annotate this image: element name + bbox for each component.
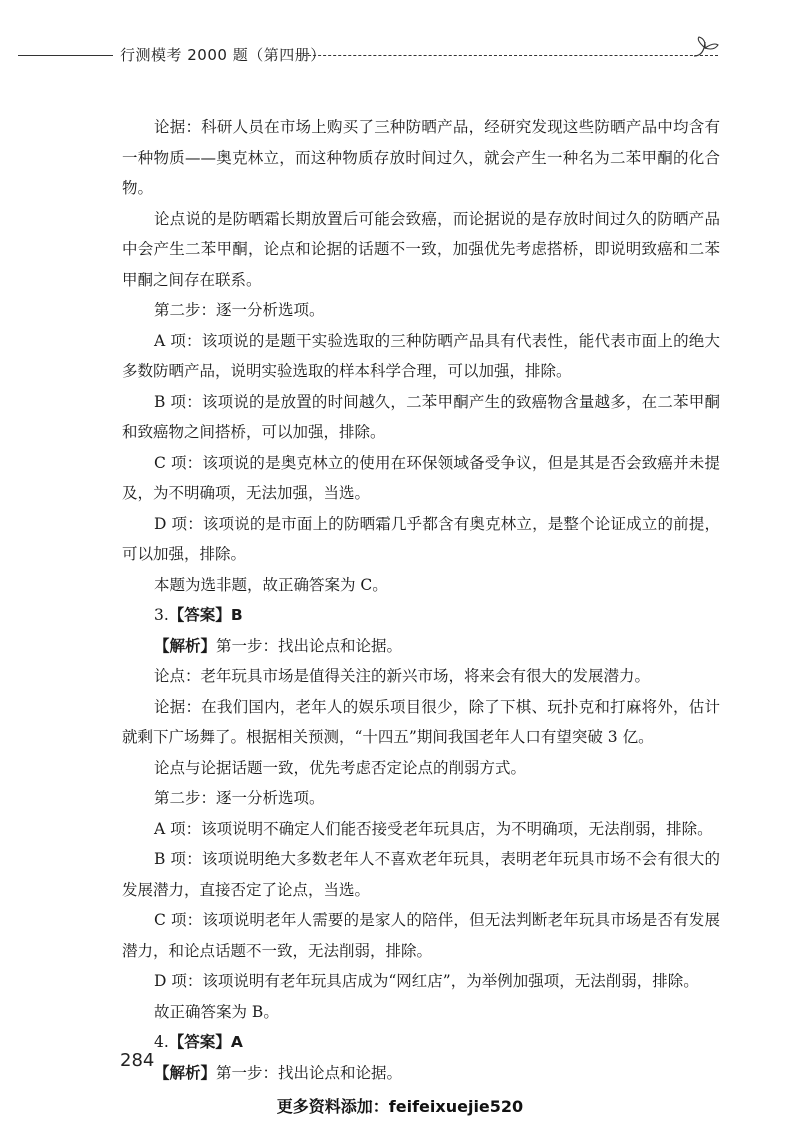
page-number: 284 bbox=[120, 1050, 155, 1071]
answer-value: B bbox=[230, 606, 243, 624]
analysis-label: 【解析】 bbox=[154, 1063, 217, 1082]
analysis-line bbox=[122, 631, 720, 662]
header-rule-right bbox=[298, 55, 718, 56]
answer-line bbox=[122, 1027, 720, 1058]
paragraph: C 项：该项说明老年人需要的是家人的陪伴，但无法判断老年玩具市场是否有发展潜力，和论点话题不一致，无法削弱，排除。 bbox=[122, 911, 720, 960]
paragraph: 论据：科研人员在市场上购买了三种防晒产品，经研究发现这些防晒产品中均含有一种物质——奥克林立，而这种物质存放时间过久，就会产生一种名为二苯甲酮的化合物。 bbox=[122, 118, 720, 197]
page-body bbox=[122, 112, 720, 1088]
paragraph: B 项：该项说明绝大多数老年人不喜欢老年玩具，表明老年玩具市场不会有很大的发展潜力，直接否定了论点，当选。 bbox=[122, 850, 720, 899]
paragraph: 第二步：逐一分析选项。 bbox=[154, 789, 325, 807]
paragraph: D 项：该项说明有老年玩具店成为“网红店”，为举例加强项，无法削弱，排除。 bbox=[154, 972, 699, 990]
paragraph: 论点与论据话题一致，优先考虑否定论点的削弱方式。 bbox=[154, 758, 527, 777]
paragraph: 论点说的是防晒霜长期放置后可能会致癌，而论据说的是存放时间过久的防晒产品中会产生二苯甲酮，论点和论据的话题不一致，加强优先考虑搭桥，即说明致癌和二苯甲酮之间存在联系。 bbox=[122, 209, 720, 289]
paragraph: C 项：该项说的是奥克林立的使用在环保领域备受争议，但是其是否会致癌并未提及，为不明确项，无法加强，当选。 bbox=[122, 453, 720, 502]
answer-value: A bbox=[230, 1033, 243, 1051]
answer-label: 【答案】 bbox=[168, 1033, 231, 1051]
paragraph: 故正确答案为 B。 bbox=[154, 1002, 279, 1021]
header-rule-left bbox=[18, 55, 113, 56]
running-header bbox=[0, 36, 800, 76]
paragraph: A 项：该项说的是题干实验选取的三种防晒产品具有代表性，能代表市面上的绝大多数防晒产品，说明实验选取的样本科学合理，可以加强，排除。 bbox=[122, 331, 720, 380]
question-number: 3. bbox=[154, 606, 169, 624]
paragraph: B 项：该项说的是放置的时间越久，二苯甲酮产生的致癌物含量越多，在二苯甲酮和致癌物之间搭桥，可以加强，排除。 bbox=[122, 392, 720, 441]
sprout-icon bbox=[690, 36, 720, 62]
paragraph: D 项：该项说的是市面上的防晒霜几乎都含有奥克林立，是整个论证成立的前提，可以加强，排除。 bbox=[122, 514, 720, 563]
header-title: 行测模考 2000 题（第四册） bbox=[120, 46, 326, 64]
analysis-text: 第一步：找出论点和论据。 bbox=[216, 636, 403, 655]
answer-label: 【答案】 bbox=[168, 606, 231, 624]
analysis-label: 【解析】 bbox=[154, 636, 217, 655]
paragraph: 论据：在我们国内，老年人的娱乐项目很少，除了下棋、玩扑克和打麻将外，估计就剩下广场舞了。根据相关预测，“十四五”期间我国老年人口有望突破 3 亿。 bbox=[122, 697, 720, 746]
analysis-text: 第一步：找出论点和论据。 bbox=[216, 1063, 403, 1082]
paragraph: A 项：该项说明不确定人们能否接受老年玩具店，为不明确项，无法削弱，排除。 bbox=[154, 819, 713, 838]
paragraph: 本题为选非题，故正确答案为 C。 bbox=[154, 575, 388, 594]
analysis-line bbox=[122, 1058, 720, 1089]
paragraph: 论点：老年玩具市场是值得关注的新兴市场，将来会有很大的发展潜力。 bbox=[154, 667, 651, 685]
answer-line bbox=[122, 600, 720, 631]
footer-note: 更多资料添加：feifeixuejie520 bbox=[276, 1097, 524, 1116]
paragraph: 第二步：逐一分析选项。 bbox=[154, 301, 325, 319]
question-number: 4. bbox=[154, 1033, 169, 1051]
